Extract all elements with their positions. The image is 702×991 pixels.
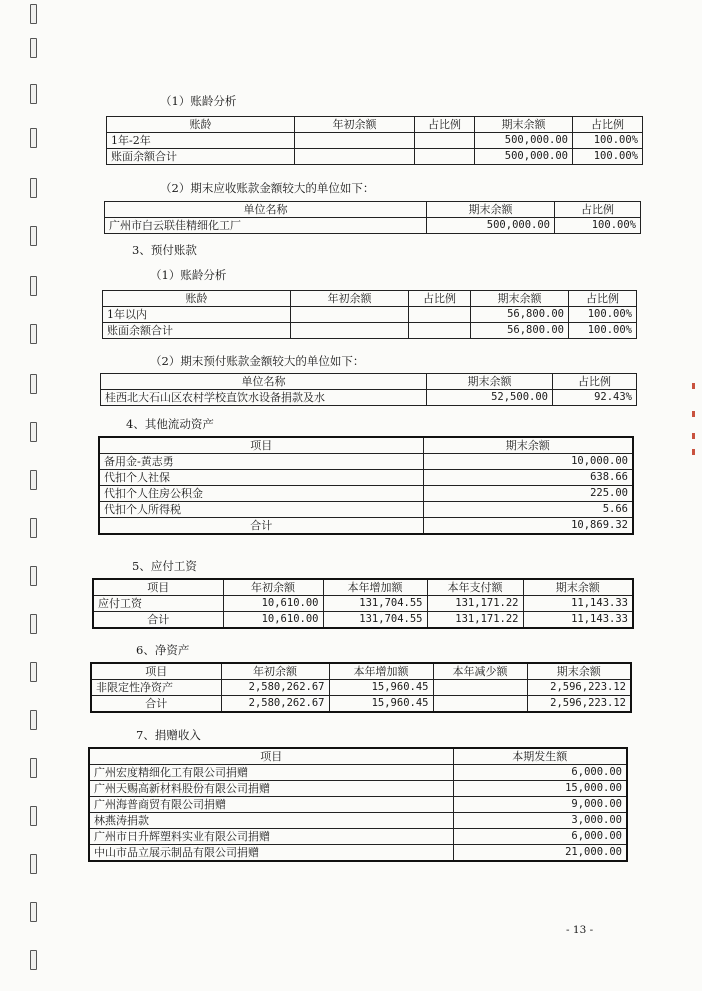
table-cell: 15,960.45 [329,696,433,713]
table-cell: 11,143.33 [523,612,633,629]
table-cell: 应付工资 [93,596,223,612]
table-cell: 2,580,262.67 [221,680,329,696]
table-cell: 非限定性净资产 [91,680,221,696]
red-edge-mark [692,411,695,417]
table-cell: 10,000.00 [423,454,633,470]
table-cell: 131,704.55 [323,596,427,612]
table-cell [415,133,475,149]
table-cell: 638.66 [423,470,633,486]
binder-hole [30,226,37,246]
header-cell: 本年减少额 [433,663,527,680]
table-cell: 代扣个人社保 [99,470,423,486]
header-cell: 期末余额 [427,374,553,390]
table-row [101,390,637,406]
table-cell: 1年以内 [103,307,291,323]
table-row [99,518,633,535]
table-cell [433,696,527,713]
table-cell: 广州天赐高新材料股份有限公司捐赠 [89,781,453,797]
table-row [89,813,627,829]
header-cell: 项目 [93,579,223,596]
table-row [103,307,637,323]
table-row [99,454,633,470]
binder-hole [30,758,37,778]
header-cell: 项目 [99,437,423,454]
table-cell: 1年-2年 [107,133,295,149]
table-cell [433,680,527,696]
header-cell: 占比例 [553,374,637,390]
binder-hole [30,84,37,104]
header-cell: 占比例 [415,117,475,133]
header-cell: 本年增加额 [329,663,433,680]
header-cell: 年初余额 [295,117,415,133]
table-row [99,470,633,486]
table-cell: 11,143.33 [523,596,633,612]
header-cell: 年初余额 [291,291,409,307]
net-assets-caption: 6、净资产 [136,643,190,657]
table-cell: 广州市日升辉塑料实业有限公司捐赠 [89,829,453,845]
binder-hole [30,38,37,58]
table-cell: 21,000.00 [453,845,627,862]
table-header-row [91,663,631,680]
binder-hole [30,806,37,826]
wages-payable-table [92,578,634,629]
header-cell: 单位名称 [101,374,427,390]
table-cell: 100.00% [569,323,637,339]
other-current-assets-caption: 4、其他流动资产 [126,417,214,431]
table-cell: 林燕涛捐款 [89,813,453,829]
table-cell: 100.00% [573,133,643,149]
binder-hole [30,178,37,198]
table-cell: 代扣个人住房公积金 [99,486,423,502]
table-cell: 账面余额合计 [107,149,295,165]
receivable-major-caption: （2）期末应收账款金额较大的单位如下： [160,181,375,195]
table-cell: 合计 [91,696,221,713]
table-cell: 广州海普商贸有限公司捐赠 [89,797,453,813]
header-cell: 账龄 [103,291,291,307]
header-cell: 本年增加额 [323,579,427,596]
header-cell: 年初余额 [223,579,323,596]
binder-hole [30,854,37,874]
table-header-row [103,291,637,307]
binder-hole [30,128,37,148]
table-cell: 500,000.00 [475,149,573,165]
header-cell: 期末余额 [471,291,569,307]
table-cell: 桂西北大石山区农村学校直饮水设备捐款及水 [101,390,427,406]
table-cell: 合计 [99,518,423,535]
binder-hole [30,662,37,682]
table-row [107,149,643,165]
table-cell: 10,869.32 [423,518,633,535]
table-cell: 52,500.00 [427,390,553,406]
table-header-row [89,748,627,765]
binder-hole [30,518,37,538]
header-cell: 占比例 [573,117,643,133]
binder-hole [30,950,37,970]
header-cell: 期末余额 [423,437,633,454]
table-cell: 代扣个人所得税 [99,502,423,518]
page-number: - 13 - [566,924,594,936]
red-edge-mark [692,449,695,455]
header-cell: 期末余额 [527,663,631,680]
table-row [89,765,627,781]
net-assets-table [90,662,632,713]
table-cell: 10,610.00 [223,612,323,629]
table-cell [295,149,415,165]
table-cell: 2,580,262.67 [221,696,329,713]
donation-income-caption: 7、捐赠收入 [136,728,201,742]
table-cell [291,323,409,339]
binder-hole [30,614,37,634]
table-cell: 100.00% [573,149,643,165]
header-cell: 项目 [91,663,221,680]
table-header-row [107,117,643,133]
table-cell: 广州市白云联佳精细化工厂 [105,218,427,234]
table-cell: 100.00% [569,307,637,323]
table-row [89,845,627,862]
table-row [103,323,637,339]
red-edge-mark [692,383,695,389]
table-row [91,680,631,696]
binder-hole [30,470,37,490]
table-cell: 9,000.00 [453,797,627,813]
table-cell [295,133,415,149]
table-row [89,781,627,797]
header-cell: 占比例 [555,202,641,218]
table-row [89,797,627,813]
table-cell: 6,000.00 [453,829,627,845]
section-3-title: 3、预付账款 [132,243,197,257]
table-cell [291,307,409,323]
binder-hole [30,902,37,922]
table-cell: 500,000.00 [475,133,573,149]
table-cell: 225.00 [423,486,633,502]
table-cell: 92.43% [553,390,637,406]
table-cell [409,307,471,323]
table-cell: 2,596,223.12 [527,680,631,696]
binder-hole [30,276,37,296]
table-row [105,218,641,234]
table-row [99,502,633,518]
table-cell: 中山市品立展示制品有限公司捐赠 [89,845,453,862]
header-cell: 占比例 [569,291,637,307]
table-cell: 15,000.00 [453,781,627,797]
table-row [107,133,643,149]
table-cell [415,149,475,165]
prepaid-aging-table [102,290,637,339]
table-cell [409,323,471,339]
table-cell: 账面余额合计 [103,323,291,339]
table-cell: 500,000.00 [427,218,555,234]
table-cell: 131,171.22 [427,596,523,612]
table-cell: 56,800.00 [471,307,569,323]
binder-hole [30,324,37,344]
receivable-major-table [104,201,641,234]
table-row [99,486,633,502]
table-cell: 合计 [93,612,223,629]
table-cell: 备用金-黄志勇 [99,454,423,470]
prepaid-aging-caption: （1）账龄分析 [150,268,227,282]
table-cell: 5.66 [423,502,633,518]
header-cell: 期末余额 [427,202,555,218]
donation-income-table [88,747,628,862]
aging-analysis-caption: （1）账龄分析 [160,94,237,108]
table-cell: 广州宏度精细化工有限公司捐赠 [89,765,453,781]
other-current-assets-table [98,436,634,535]
header-cell: 占比例 [409,291,471,307]
header-cell: 本期发生额 [453,748,627,765]
header-cell: 期末余额 [475,117,573,133]
table-cell: 2,596,223.12 [527,696,631,713]
header-cell: 本年支付额 [427,579,523,596]
table-cell: 100.00% [555,218,641,234]
table-cell: 131,171.22 [427,612,523,629]
red-edge-mark [692,433,695,439]
table-header-row [101,374,637,390]
table-row [93,612,633,629]
table-cell: 131,704.55 [323,612,427,629]
table-cell: 15,960.45 [329,680,433,696]
receivable-aging-table [106,116,643,165]
table-header-row [105,202,641,218]
table-header-row [93,579,633,596]
table-cell: 3,000.00 [453,813,627,829]
header-cell: 单位名称 [105,202,427,218]
prepaid-major-caption: （2）期末预付账款金额较大的单位如下： [150,354,365,368]
table-cell: 56,800.00 [471,323,569,339]
binder-hole [30,710,37,730]
table-row [89,829,627,845]
table-row [91,696,631,713]
binder-hole [30,566,37,586]
table-row [93,596,633,612]
table-header-row [99,437,633,454]
header-cell: 项目 [89,748,453,765]
header-cell: 年初余额 [221,663,329,680]
header-cell: 期末余额 [523,579,633,596]
table-cell: 6,000.00 [453,765,627,781]
table-cell: 10,610.00 [223,596,323,612]
binder-hole [30,4,37,24]
binder-hole [30,422,37,442]
wages-payable-caption: 5、应付工资 [132,559,197,573]
prepaid-major-table [100,373,637,406]
header-cell: 账龄 [107,117,295,133]
binder-hole [30,374,37,394]
